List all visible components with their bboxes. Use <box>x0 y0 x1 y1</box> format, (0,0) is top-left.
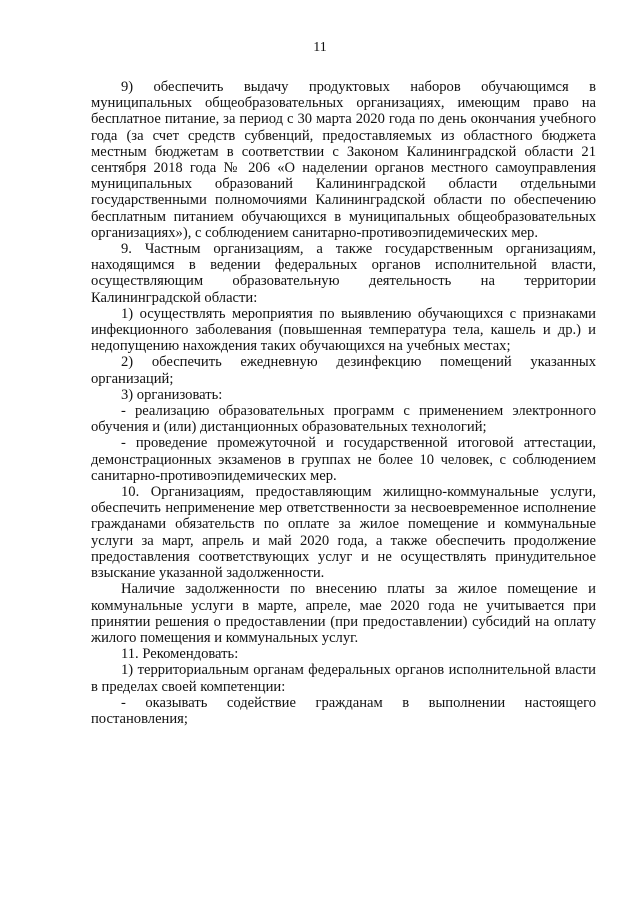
paragraph-10: 10. Организациям, предоставляющим жилищно-коммунальные услуги, обеспечить неприменение мер ответственности за несвоевременное исполнение гражданами обязательств по оплате за жилое помещение и коммунальные услуги за март, апрель и май 2020 года, а также обеспечить продолжение предоставления соответствующих услуг и не осуществлять принудительное взыскание указанной задолженности. <box>91 484 596 582</box>
document-body <box>91 79 596 727</box>
paragraph-9-private-organizations: 9. Частным организациям, а также государственным организациям, находящимся в ведении федеральных органов исполнительной власти, осуществляющим образовательную деятельность на территории Калининградской области: <box>91 241 596 306</box>
paragraph-9-item-3-bullet-1: - реализацию образовательных программ с применением электронного обучения и (или) дистанционных образовательных технологий; <box>91 403 596 436</box>
paragraph-9-item-9: 9) обеспечить выдачу продуктовых наборов обучающимся в муниципальных общеобразовательных организациях, имеющим право на бесплатное питание, за период с 30 марта 2020 года по день окончания учебного года (за счет средств субвенций, предоставляемых из областного бюджета местным бюджетам в соответствии с Законом Калининградской области 21 сентября 2018 года № 206 «О наделении органов местного самоуправления муниципальных образований Калининградской области отдельными государственными полномочиями Калининградской области по обеспечению бесплатным питанием обучающихся в муниципальных общеобразовательных организациях»), с соблюдением санитарно-противоэпидемических мер. <box>91 79 596 241</box>
paragraph-9-item-3: 3) организовать: <box>121 386 223 403</box>
paragraph-11-item-1-bullet-1: - оказывать содействие гражданам в выполнении настоящего постановления; <box>91 694 596 727</box>
paragraph-10-debt-note: Наличие задолженности по внесению платы за жилое помещение и коммунальные услуги в марте, апреле, мае 2020 года не учитывается при принятии решения о предоставлении (при предоставлении) субсидий на оплату жилого помещения и коммунальных услуг. <box>91 581 596 646</box>
paragraph-11-item-1: 1) территориальным органам федеральных органов исполнительной власти в пределах своей компетенции: <box>91 662 596 695</box>
page-number: 11 <box>313 40 327 55</box>
paragraph-11: 11. Рекомендовать: <box>121 646 239 663</box>
paragraph-9-item-1: 1) осуществлять мероприятия по выявлению обучающихся с признаками инфекционного заболевания (повышенная температура тела, кашель и др.) и недопущению нахождения таких обучающихся на учебных местах; <box>91 305 596 355</box>
paragraph-9-item-3-bullet-2: - проведение промежуточной и государственной итоговой аттестации, демонстрационных экзаменов в группах не более 10 человек, с соблюдением санитарно-противоэпидемических мер. <box>91 435 596 484</box>
paragraph-9-item-2: 2) обеспечить ежедневную дезинфекцию помещений указанных организаций; <box>91 354 596 387</box>
